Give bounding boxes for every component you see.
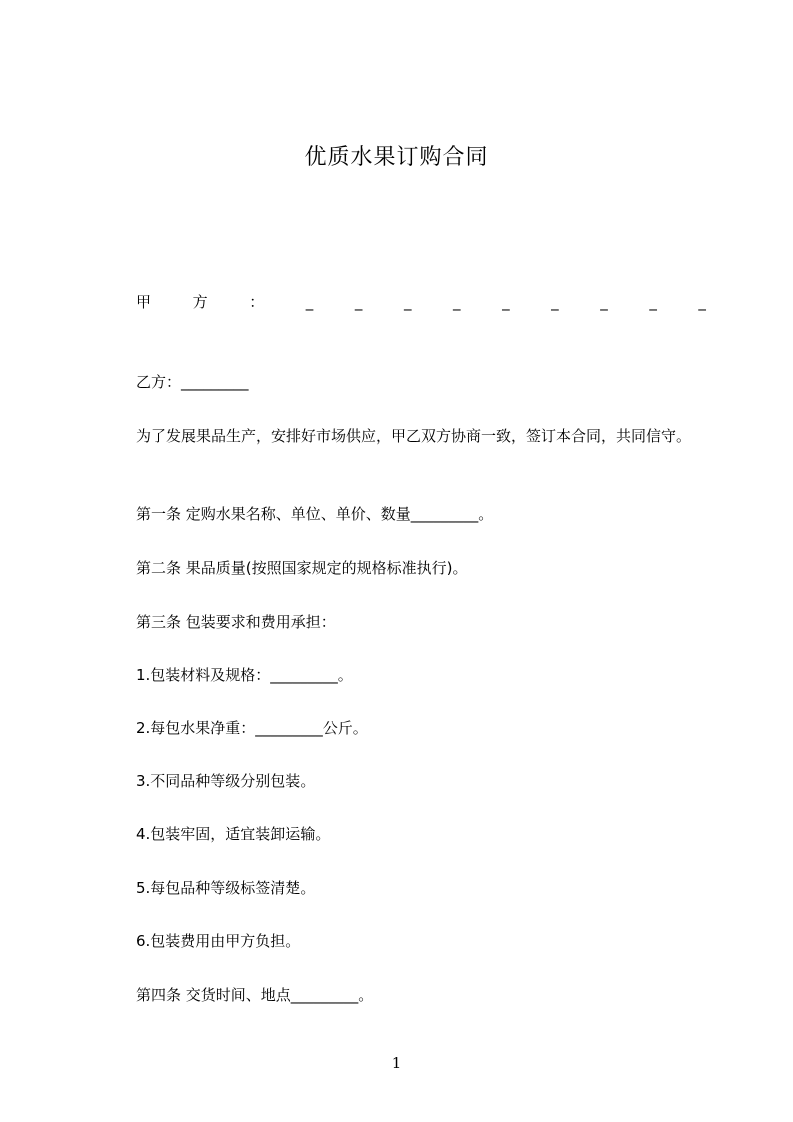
party-a-blank: _ [551,293,559,311]
clause-line: 第一条 定购水果名称、单位、单价、数量_________。 [136,505,494,523]
party-a-blank: _ [453,293,461,311]
party-a-blank: _ [698,293,706,311]
party-a-blank: _ [403,293,412,311]
party-a-char: 方 [192,293,208,311]
clause-line: 第三条 包装要求和费用承担： [136,613,336,631]
party-a-blank: _ [354,293,363,311]
clause-line: 3.不同品种等级分别包装。 [136,772,316,790]
document-title: 优质水果订购合同 [304,145,489,170]
clause-line: 第四条 交货时间、地点_________。 [136,986,374,1004]
clause-line: 4.包装牢固，适宜装卸运输。 [136,825,331,843]
clause-line: 2.每包水果净重：_________公斤。 [136,719,368,737]
page-number: 1 [391,1054,402,1072]
party-a-char: 甲 [136,293,152,311]
party-a-blank: _ [305,293,314,311]
clause-line: 6.包装费用由甲方负担。 [136,932,301,950]
clause-line: 5.每包品种等级标签清楚。 [136,879,316,897]
party-a-line [136,290,706,314]
clause-line: 1.包装材料及规格：_________。 [136,666,353,684]
party-a-blank: _ [600,293,608,311]
party-a-blank: _ [502,293,510,311]
party-a-char: ： [249,293,265,311]
party-a-blank: _ [649,293,657,311]
intro-paragraph: 为了发展果品生产，安排好市场供应，甲乙双方协商一致，签订本合同，共同信守。 [136,427,692,445]
clause-line: 第二条 果品质量(按照国家规定的规格标准执行)。 [136,559,468,577]
party-b-line: 乙方：_________ [136,373,249,391]
